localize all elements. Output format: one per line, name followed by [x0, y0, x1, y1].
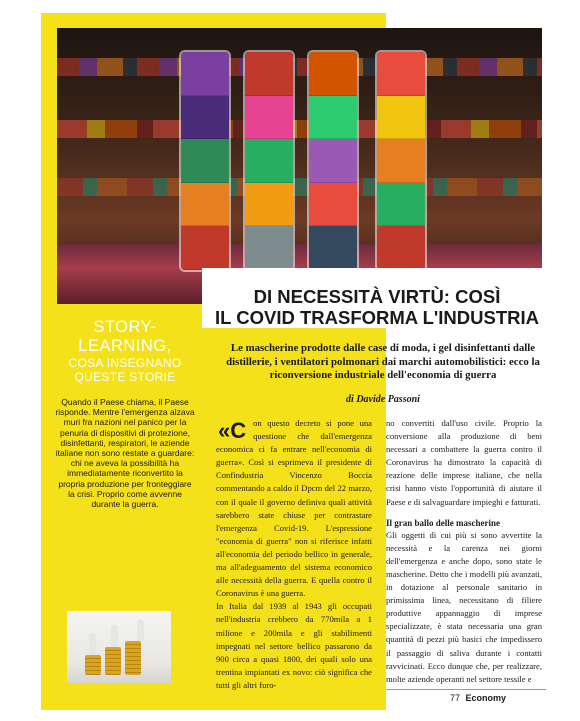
paragraph: In Italia dal 1939 al 1943 gli occupati nell'industria crebbero da 770mila a 1 milione e 200mila e gli stabilimenti impegnati nel settore bellico passarono da 900 circa a quasi 1800, dei quali solo una trentina impiantati ex novo: ciò significa che tutti gli altri furo-: [216, 601, 372, 690]
sidebar-title-line: STORY-: [93, 318, 157, 336]
article-subtitle: Le mascherine prodotte dalle case di moda, i gel disinfettanti dalle distillerie, i ventilatori polmonari dai marchi automobilistici: ecco la riconversione industriale dell'economia di guerra: [226, 342, 540, 381]
fabric-shelf: [57, 120, 542, 138]
fabric-shelf: [57, 178, 542, 196]
page-footer: [450, 693, 506, 703]
coins-figures-photo: [67, 611, 171, 683]
article-byline: di Davide Passoni: [346, 394, 420, 405]
title-line: DI NECESSITÀ VIRTÙ: COSÌ: [253, 286, 501, 307]
article-column-2: [386, 417, 542, 686]
figurine: [137, 619, 144, 641]
figurine: [111, 625, 118, 647]
paragraph: no convertiti dall'uso civile. Proprio la conversione alla produzione di beni necessari a combattere la guerra contro il Coronavirus ha dimostrato la capacità di reazione delle imprese italiane, che nella crisi hanno visto l'opportunità di aiutare il Paese e di salvaguardare impieghi e fatturati.: [386, 418, 542, 507]
sidebar-text: Quando il Paese chiama, il Paese risponde. Mentre l'emergenza alzava muri fra nazioni nel panico per la penuria di dispositivi di protezione, disinfettanti, respiratori, le aziende italiane non sono restate a guardare: chi ne aveva la possibilità ha immediatamente riconvertito la propria produzione per fronteggiare la crisi. Proprio come avvenne durante la guerra.: [55, 397, 195, 510]
coin-stack: [105, 647, 121, 675]
paragraph: Gli oggetti di cui più si sono avvertite la necessità e la carenza nei giorni dell'emergenza e anche dopo, sono state le mascherine. Detto che i modelli più avanzati, in dotazione al personale sanitario in primissima linea, necessitano di filiere produttive appannaggio di imprese specializzate, è stata necessaria una gran quantità di pezzi più basici che impedissero il passaggio di saliva durante i contatti ravvicinati. Ecco dunque che, per realizzare, molte aziende operanti nel settore tessile e: [386, 529, 542, 684]
dropcap: «C: [218, 418, 247, 443]
paragraph-text: on questo decreto si pone una questione che dall'emergenza economica ci fa entrare nell'economia di guerra». Così si esprimeva il presidente di Confindustria Vincenzo Boccia commentando a caldo il Dpcm del 22 marzo, con il quale il governo definiva quali attività sarebbero state chiuse per contrastare l'emergenza Covid-19. L'espressione "economia di guerra" non si riferisce infatti all'economia del periodo bellico in generale, ma all'adeguamento del sistema economico alle necessità della guerra. E quella contro il Coronavirus è una guerra.: [216, 418, 372, 599]
page-number: 77: [450, 693, 461, 703]
figurine: [89, 633, 96, 655]
sidebar-title: [55, 318, 195, 384]
glass-cylinder: [243, 50, 295, 272]
hero-photo-fabric-cylinders: [57, 28, 542, 304]
coin-stack: [125, 641, 141, 675]
sidebar-title-line: LEARNING,: [78, 337, 172, 355]
footer-rule: [386, 689, 546, 690]
glass-cylinder: [375, 50, 427, 272]
paragraph: [216, 417, 372, 600]
title-line: IL COVID TRASFORMA L'INDUSTRIA: [214, 307, 540, 328]
sidebar-title-line: QUESTE STORIE: [74, 370, 176, 384]
section-subhead: Il gran ballo delle mascherine: [386, 517, 500, 528]
glass-cylinder: [307, 50, 359, 272]
sidebar-title-line: COSA INSEGNANO: [68, 356, 182, 370]
glass-cylinder: [179, 50, 231, 272]
magazine-logo: Economy: [465, 693, 507, 703]
fabric-shelf: [57, 58, 542, 76]
coin-stack: [85, 655, 101, 675]
article-title: [202, 286, 552, 328]
headline-box: [202, 268, 552, 328]
article-column-1: [216, 417, 372, 692]
